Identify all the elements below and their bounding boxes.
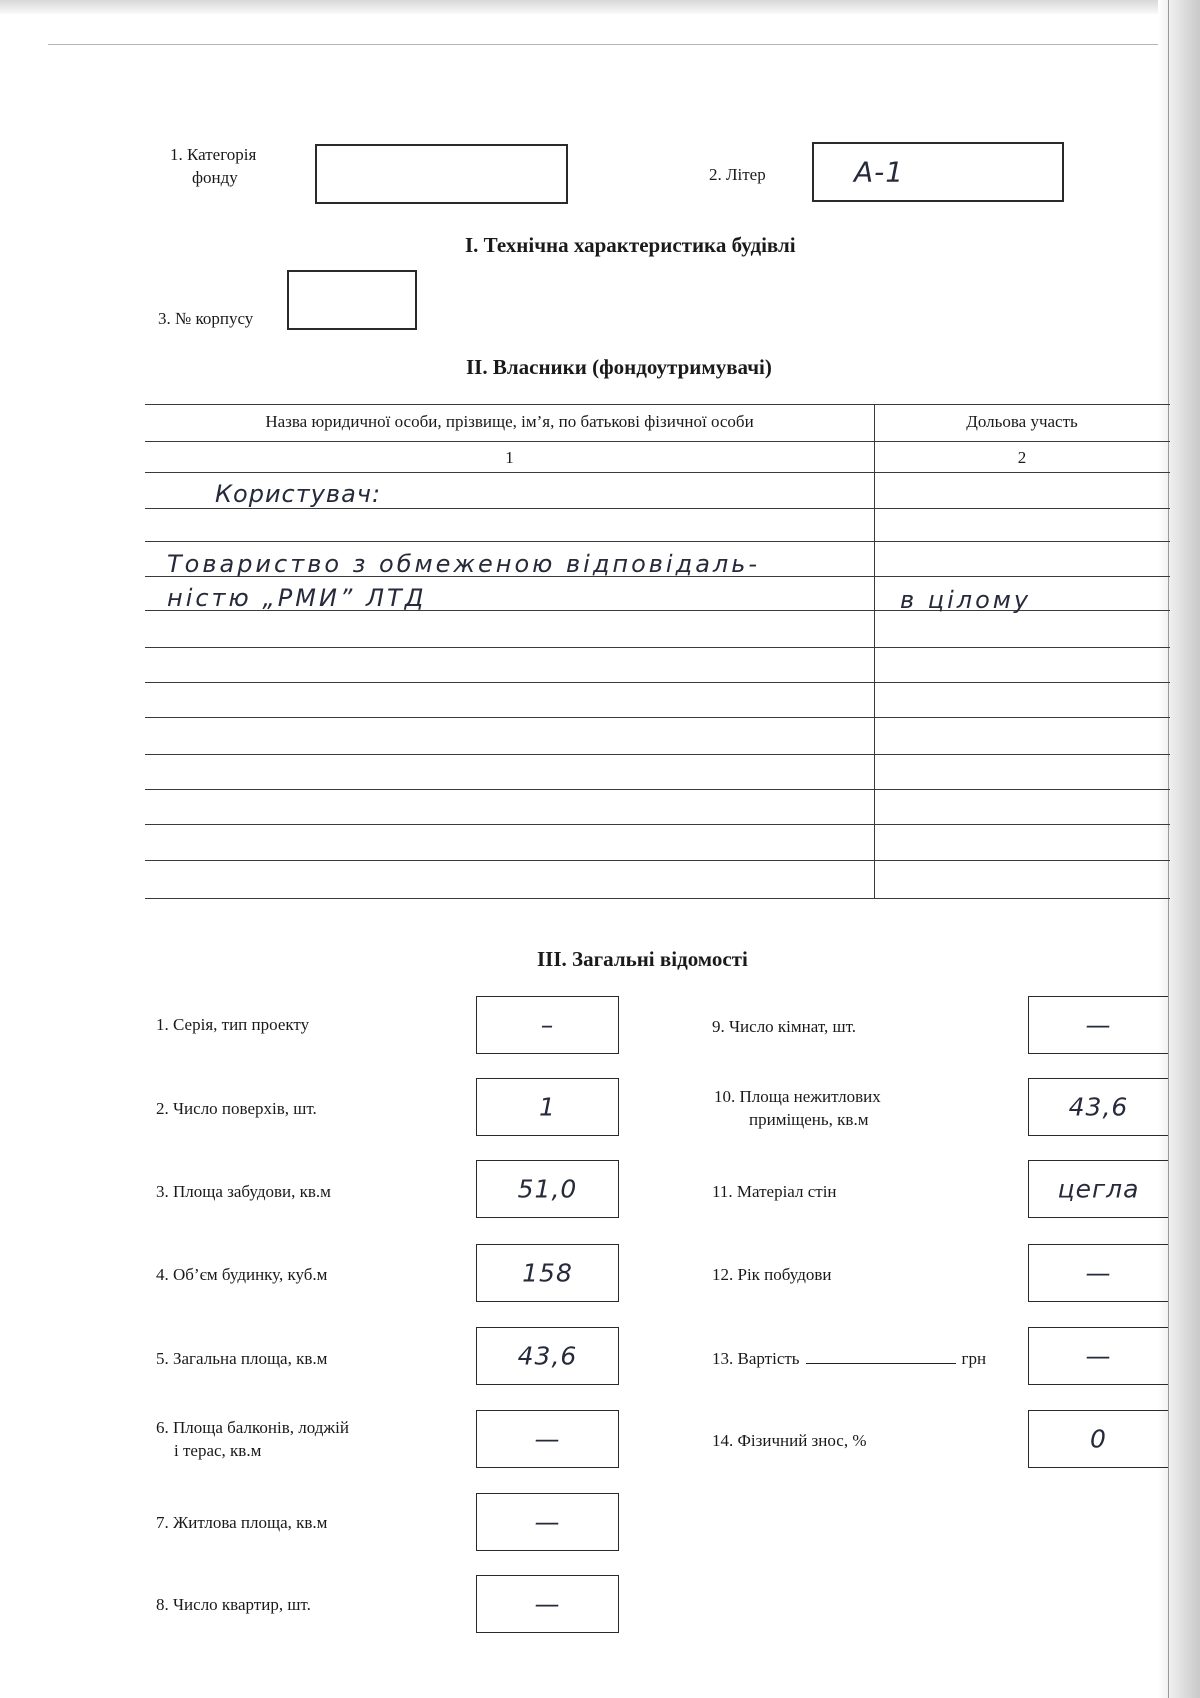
top-rule	[48, 44, 1178, 45]
table-rule	[145, 754, 1170, 755]
table-rule	[145, 508, 1170, 509]
apartments-count-field[interactable]	[476, 1575, 619, 1633]
cost-value: —	[1085, 1341, 1112, 1371]
living-area-field[interactable]	[476, 1493, 619, 1551]
table-rule	[145, 441, 1170, 442]
cost-field[interactable]	[1028, 1327, 1168, 1385]
cost-label-text: 13. Вартість	[712, 1349, 800, 1368]
table-rule	[145, 647, 1170, 648]
building-volume-value: 158	[522, 1258, 573, 1288]
built-area-field[interactable]	[476, 1160, 619, 1218]
nonresidential-area-value: 43,6	[1068, 1092, 1129, 1122]
nonresidential-area-label	[714, 1085, 881, 1131]
fund-category-field[interactable]	[315, 144, 568, 204]
fund-category-label	[170, 143, 256, 189]
total-area-label: 5. Загальна площа, кв.м	[156, 1349, 328, 1368]
wall-material-value: цегла	[1057, 1174, 1140, 1204]
fund-category-label-line1: 1. Категорія	[170, 145, 257, 164]
floors-count-label: 2. Число поверхів, шт.	[156, 1099, 317, 1118]
total-area-value: 43,6	[517, 1341, 578, 1371]
construction-year-field[interactable]	[1028, 1244, 1168, 1302]
section1-title: І. Технічна характеристика будівлі	[465, 233, 796, 257]
table-rule	[145, 898, 1170, 899]
built-area-label: 3. Площа забудови, кв.м	[156, 1182, 331, 1201]
built-area-value: 51,0	[517, 1174, 578, 1204]
cost-blank-line	[806, 1349, 956, 1364]
owners-col1-header: Назва юридичної особи, прізвище, ім’я, по батькові фізичної особи	[265, 412, 754, 431]
table-rule	[145, 404, 1170, 405]
series-type-field[interactable]	[476, 996, 619, 1054]
section3-title: ІІІ. Загальні відомості	[537, 947, 748, 971]
series-type-value: –	[540, 1010, 555, 1040]
balconies-area-value: —	[534, 1424, 561, 1454]
floors-count-field[interactable]	[476, 1078, 619, 1136]
table-column-divider	[874, 404, 875, 899]
scan-shadow-top	[0, 0, 1200, 14]
floors-count-value: 1	[539, 1092, 556, 1122]
nonresidential-area-field[interactable]	[1028, 1078, 1168, 1136]
table-rule	[145, 789, 1170, 790]
rooms-count-field[interactable]	[1028, 996, 1168, 1054]
balconies-area-label-line1: 6. Площа балконів, лоджій	[156, 1418, 349, 1437]
liter-label: 2. Літер	[709, 165, 766, 184]
balconies-area-field[interactable]	[476, 1410, 619, 1468]
cost-label	[712, 1347, 986, 1370]
owner-role-entry: Користувач:	[215, 480, 382, 508]
table-rule	[145, 682, 1170, 683]
table-rule	[145, 860, 1170, 861]
living-area-label: 7. Житлова площа, кв.м	[156, 1513, 328, 1532]
building-number-field[interactable]	[287, 270, 417, 330]
wall-material-label: 11. Матеріал стін	[712, 1182, 837, 1201]
table-rule	[145, 541, 1170, 542]
construction-year-value: —	[1085, 1258, 1112, 1288]
physical-wear-field[interactable]	[1028, 1410, 1168, 1468]
liter-field[interactable]	[812, 142, 1064, 202]
building-number-label: 3. № корпусу	[158, 309, 254, 328]
fund-category-label-line2: фонду	[192, 168, 238, 187]
physical-wear-value: 0	[1090, 1424, 1107, 1454]
balconies-area-label	[156, 1416, 349, 1462]
owner-name-line2: ністю „РМИ” ЛТД	[167, 584, 427, 612]
owners-col2-header: Дольова участь	[966, 412, 1078, 431]
wall-material-field[interactable]	[1028, 1160, 1168, 1218]
table-rule	[145, 824, 1170, 825]
balconies-area-label-line2: і терас, кв.м	[174, 1441, 262, 1460]
nonresidential-area-label-line2: приміщень, кв.м	[749, 1110, 869, 1129]
building-volume-field[interactable]	[476, 1244, 619, 1302]
apartments-count-label: 8. Число квартир, шт.	[156, 1595, 311, 1614]
owner-share-entry: в цілому	[900, 586, 1032, 614]
owners-col1-number: 1	[505, 448, 514, 467]
rooms-count-label: 9. Число кімнат, шт.	[712, 1017, 857, 1036]
series-type-label: 1. Серія, тип проекту	[156, 1015, 310, 1034]
table-rule	[145, 472, 1170, 473]
building-volume-label: 4. Об’єм будинку, куб.м	[156, 1265, 328, 1284]
owners-col2-number: 2	[1017, 448, 1027, 467]
owner-name-line1: Товариство з обмеженою відповідаль-	[167, 550, 761, 578]
table-rule	[145, 717, 1170, 718]
section2-title: ІІ. Власники (фондоутримувачі)	[466, 355, 772, 379]
physical-wear-label: 14. Фізичний знос, %	[712, 1431, 867, 1450]
construction-year-label: 12. Рік побудови	[712, 1265, 832, 1284]
nonresidential-area-label-line1: 10. Площа нежитлових	[714, 1087, 881, 1106]
total-area-field[interactable]	[476, 1327, 619, 1385]
rooms-count-value: —	[1085, 1010, 1112, 1040]
living-area-value: —	[534, 1507, 561, 1537]
apartments-count-value: —	[534, 1589, 561, 1619]
liter-value: А-1	[854, 155, 905, 189]
owners-table	[145, 404, 1170, 899]
cost-unit: грн	[961, 1349, 987, 1368]
